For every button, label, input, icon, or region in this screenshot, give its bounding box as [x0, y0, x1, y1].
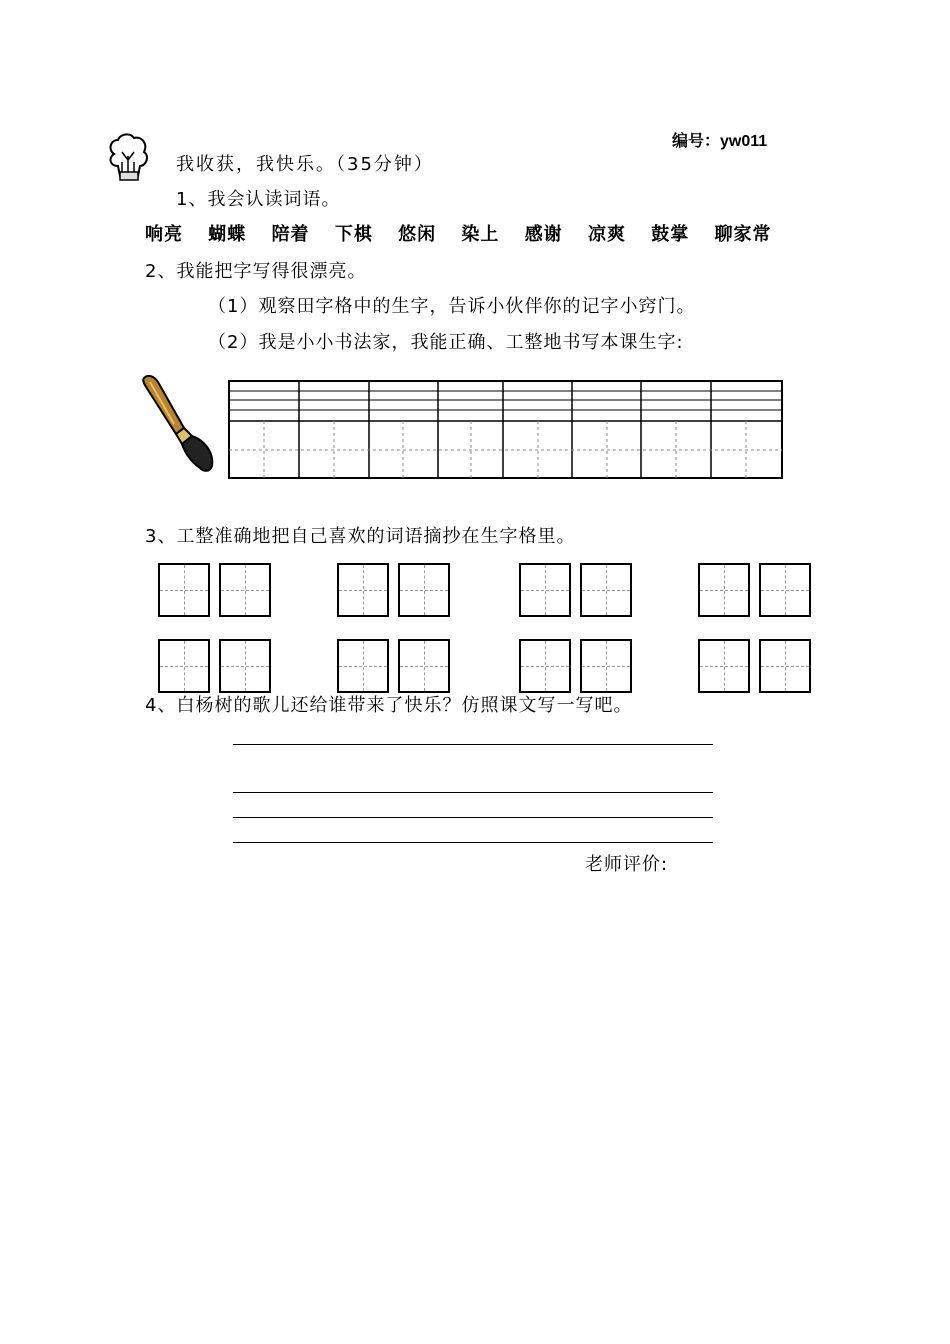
word-item: 聊家常	[714, 224, 772, 245]
teacher-evaluation-label: 老师评价:	[585, 854, 669, 875]
section2-heading: 2、我能把字写得很漂亮。	[145, 261, 367, 282]
writing-line[interactable]	[233, 744, 713, 745]
char-box[interactable]	[398, 639, 450, 693]
section2-item1: （1）观察田字格中的生字，告诉小伙伴你的记字小窍门。	[208, 296, 696, 317]
word-item: 鼓掌	[651, 224, 690, 245]
writing-line[interactable]	[233, 842, 713, 843]
char-box[interactable]	[337, 563, 389, 617]
cabbage-icon	[104, 132, 152, 184]
word-item: 下棋	[334, 224, 373, 245]
word-item: 陪着	[271, 224, 310, 245]
word-item: 凉爽	[587, 224, 626, 245]
char-box[interactable]	[219, 563, 271, 617]
writing-line[interactable]	[233, 792, 713, 793]
paintbrush-icon	[138, 372, 218, 474]
section3-heading: 3、工整准确地把自己喜欢的词语摘抄在生字格里。	[145, 526, 576, 547]
word-item: 蝴蝶	[208, 224, 247, 245]
section4-heading: 4、白杨树的歌儿还给谁带来了快乐？仿照课文写一写吧。	[145, 695, 633, 716]
writing-grid	[228, 380, 783, 480]
char-box[interactable]	[580, 563, 632, 617]
word-list	[145, 220, 772, 246]
document-code: 编号：yw011	[672, 133, 768, 150]
word-item: 悠闲	[398, 224, 437, 245]
section1-heading: 1、我会认读词语。	[176, 189, 341, 210]
char-box[interactable]	[580, 639, 632, 693]
char-box[interactable]	[219, 639, 271, 693]
char-box[interactable]	[698, 563, 750, 617]
section2-item2: （2）我是小小书法家，我能正确、工整地书写本课生字:	[208, 332, 684, 353]
word-item: 染上	[461, 224, 500, 245]
char-box[interactable]	[519, 639, 571, 693]
char-box[interactable]	[759, 563, 811, 617]
char-box[interactable]	[337, 639, 389, 693]
word-item: 响亮	[145, 224, 183, 245]
char-box[interactable]	[759, 639, 811, 693]
char-box[interactable]	[158, 563, 210, 617]
worksheet-title: 我收获，我快乐。（35分钟）	[176, 154, 434, 175]
writing-line[interactable]	[233, 817, 713, 818]
char-box[interactable]	[158, 639, 210, 693]
word-item: 感谢	[524, 224, 563, 245]
char-box[interactable]	[398, 563, 450, 617]
char-box[interactable]	[519, 563, 571, 617]
char-box[interactable]	[698, 639, 750, 693]
